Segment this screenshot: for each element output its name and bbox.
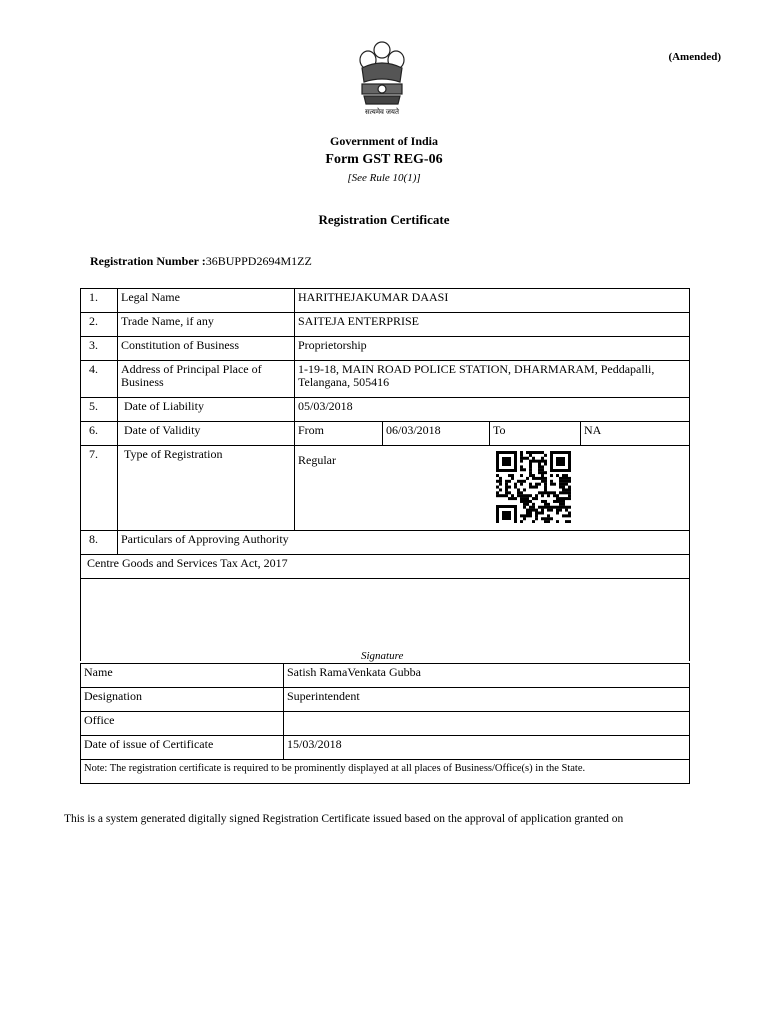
row-label: Trade Name, if any [118, 313, 295, 337]
table-row [81, 688, 690, 712]
qr-code-icon [496, 451, 572, 523]
row-label: Date of Liability [118, 398, 295, 422]
authority-label: Office [81, 712, 284, 736]
row-number: 5. [81, 398, 118, 422]
table-row [81, 531, 690, 555]
row-number: 2. [81, 313, 118, 337]
table-row [81, 760, 690, 784]
certificate-title: Registration Certificate [318, 212, 450, 227]
signature-label: Signature [361, 649, 404, 662]
row-label: Legal Name [118, 289, 295, 313]
row-value: SAITEJA ENTERPRISE [295, 313, 690, 337]
amended-label: (Amended) [668, 51, 721, 63]
row-value: HARITHEJAKUMAR DAASI [295, 289, 690, 313]
validity-to-date: NA [581, 422, 690, 446]
row-value: 1-19-18, MAIN ROAD POLICE STATION, DHARMARAM, Peddapalli, Telangana, 505416 [295, 361, 690, 398]
table-row [81, 736, 690, 760]
row-number: 8. [81, 531, 118, 555]
table-row [81, 555, 690, 579]
table-row [81, 361, 690, 398]
signature-row [81, 579, 690, 661]
authority-value [284, 712, 690, 736]
signature-area [81, 579, 690, 661]
row-value: Proprietorship [295, 337, 690, 361]
authority-value: Superintendent [284, 688, 690, 712]
table-row [81, 446, 690, 531]
table-row [81, 313, 690, 337]
row-value: 05/03/2018 [295, 398, 690, 422]
form-title: Form GST REG-06 [325, 152, 443, 167]
table-row [81, 664, 690, 688]
table-row [81, 712, 690, 736]
display-note: Note: The registration certificate is required to be prominently displayed at all places of Business/Office(s) in the State. [81, 760, 690, 784]
row-label: Type of Registration [118, 446, 295, 531]
authority-table [80, 663, 690, 784]
authority-value: Satish RamaVenkata Gubba [284, 664, 690, 688]
row-label: Address of Principal Place of Business [118, 361, 295, 398]
authority-label: Date of issue of Certificate [81, 736, 284, 760]
row-number: 3. [81, 337, 118, 361]
row-number: 4. [81, 361, 118, 398]
emblem-motto: सत्यमेव जयते [365, 108, 399, 116]
rule-reference: [See Rule 10(1)] [347, 172, 421, 184]
authority-label: Name [81, 664, 284, 688]
row-number: 7. [81, 446, 118, 531]
registration-number-value: 36BUPPD2694M1ZZ [205, 254, 312, 268]
validity-to-label: To [490, 422, 581, 446]
row-label: Date of Validity [118, 422, 295, 446]
table-row [81, 289, 690, 313]
table-row [81, 337, 690, 361]
footer-statement: This is a system generated digitally signed Registration Certificate issued based on the approval of application granted on [64, 813, 624, 825]
act-name: Centre Goods and Services Tax Act, 2017 [81, 555, 690, 579]
row-number: 1. [81, 289, 118, 313]
validity-from-label: From [295, 422, 383, 446]
registration-number-label: Registration Number : [90, 254, 206, 268]
authority-label: Designation [81, 688, 284, 712]
registration-details-table [80, 288, 690, 661]
row-label: Constitution of Business [118, 337, 295, 361]
validity-from-date: 06/03/2018 [383, 422, 490, 446]
row-number: 6. [81, 422, 118, 446]
registration-type-cell [295, 446, 690, 531]
government-title: Government of India [330, 134, 438, 148]
row-label: Particulars of Approving Authority [118, 531, 690, 555]
national-emblem-icon [350, 38, 414, 118]
table-row [81, 422, 690, 446]
authority-value: 15/03/2018 [284, 736, 690, 760]
registration-number [90, 254, 312, 269]
table-row [81, 398, 690, 422]
row-value: Regular [298, 453, 336, 467]
